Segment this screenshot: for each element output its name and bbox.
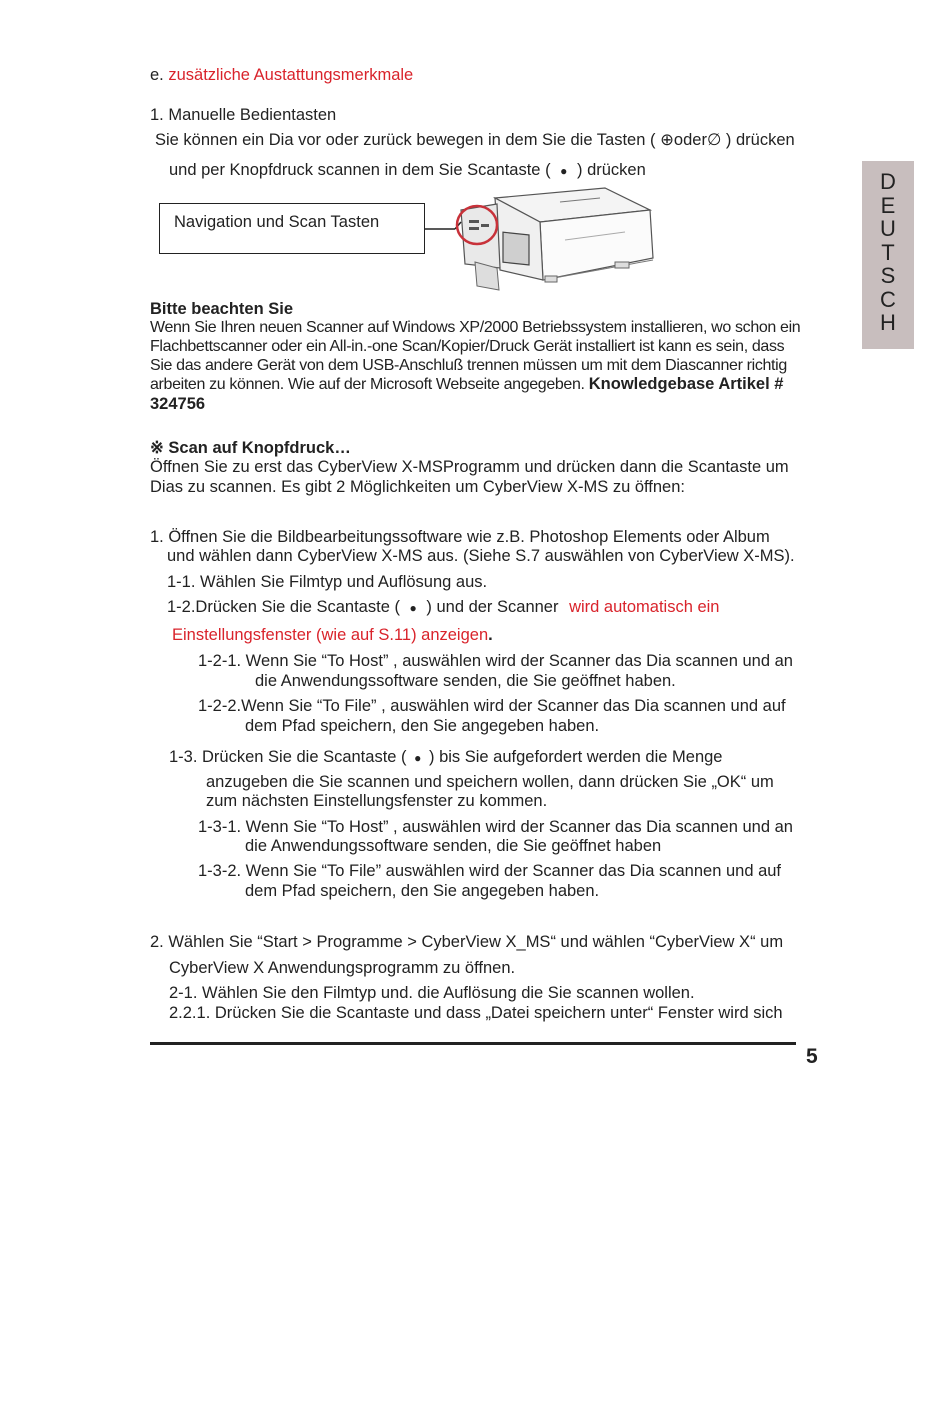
page-number: 5 bbox=[806, 1045, 818, 1068]
section-e-prefix: e. bbox=[150, 66, 164, 84]
step1-3-2-cont: dem Pfad speichern, den Sie angegeben haben. bbox=[245, 882, 600, 900]
scanner-illustration bbox=[425, 180, 670, 298]
step1-3-2: 1-3-2. Wenn Sie “To File” auswählen wird der Scanner das Dia scannen und auf bbox=[198, 862, 782, 880]
section-e-title: zusätzliche Austattungsmerkmale bbox=[168, 66, 414, 84]
step1-2-1: 1-2-1. Wenn Sie “To Host” , auswählen wird der Scanner das Dia scannen und an bbox=[198, 652, 793, 670]
step1-2-cont bbox=[172, 625, 493, 645]
item1-line1-end: ) drücken bbox=[725, 131, 795, 149]
callout-label: Navigation und Scan Tasten bbox=[174, 213, 380, 231]
step1-3 bbox=[169, 747, 723, 768]
step1-3-cont: zum nächsten Einstellungsfenster zu kommen. bbox=[206, 792, 548, 810]
step1-3-end: ) bis Sie aufgefordert werden die Menge bbox=[428, 748, 723, 766]
step1-2-red2: Einstellungsfenster (wie auf S.11) anzeigen bbox=[172, 626, 489, 644]
scan-intro-line: Dias zu scannen. Es gibt 2 Möglichkeiten um CyberView X-MS zu öffnen: bbox=[150, 478, 685, 496]
item1-line1 bbox=[155, 130, 795, 150]
item1-line2 bbox=[169, 160, 646, 181]
nav-keys-symbol: ⊕oder∅ bbox=[660, 131, 722, 149]
scan-section-heading bbox=[150, 438, 351, 458]
tab-letter: T bbox=[881, 239, 895, 265]
note-line: Flachbettscanner oder ein All-in.-one Scan/Kopier/Druck Gerät installiert ist kann es sein, dass bbox=[150, 338, 785, 355]
note-last-line bbox=[150, 375, 783, 394]
step2-line: CyberView X Anwendungsprogramm zu öffnen. bbox=[169, 959, 516, 977]
item1-line2-text: und per Knopfdruck scannen in dem Sie Scantaste ( bbox=[169, 161, 551, 179]
kb-label: Knowledgebase Artikel # bbox=[588, 375, 784, 393]
step1-2-dot: . bbox=[488, 626, 493, 644]
step1-2-2-cont: dem Pfad speichern, den Sie angegeben haben. bbox=[245, 717, 600, 735]
reference-mark-icon: ※ bbox=[150, 439, 164, 457]
note-line: arbeiten zu können. Wie auf der Microsoft Webseite angegeben. bbox=[150, 376, 585, 393]
step1-2-red: wird automatisch ein bbox=[569, 598, 720, 616]
section-e-heading bbox=[150, 65, 413, 85]
item1-title: 1. Manuelle Bedientasten bbox=[150, 106, 337, 124]
tab-letter: C bbox=[880, 286, 896, 312]
step1-line: und wählen dann CyberView X-MS aus. (Siehe S.7 auswählen von CyberView X-MS). bbox=[167, 547, 795, 565]
callout-box bbox=[159, 203, 425, 254]
step1-2-2: 1-2-2.Wenn Sie “To File” , auswählen wird der Scanner das Dia scannen und auf bbox=[198, 697, 786, 715]
item1-line2-end: ) drücken bbox=[577, 161, 646, 179]
tab-letter: D bbox=[880, 169, 896, 194]
kb-number: 324756 bbox=[150, 395, 206, 413]
note-line: Wenn Sie Ihren neuen Scanner auf Windows XP/2000 Betriebssystem installieren, wo schon ein bbox=[150, 319, 801, 336]
step1-3-cont: anzugeben die Sie scannen und speichern wollen, dann drücken Sie „OK“ um bbox=[206, 773, 774, 791]
step1-2-mid: ) und der Scanner bbox=[426, 598, 559, 616]
step2-2-1: 2.2.1. Drücken Sie die Scantaste und dass „Datei speichern unter“ Fenster wird sich bbox=[169, 1004, 783, 1022]
tab-letter: E bbox=[880, 192, 896, 218]
tab-letter: S bbox=[880, 263, 896, 288]
scan-intro-line: Öffnen Sie zu erst das CyberView X-MSProgramm und drücken dann die Scantaste um bbox=[150, 458, 789, 476]
item1-line1-text: Sie können ein Dia vor oder zurück bewegen in dem Sie die Tasten ( bbox=[155, 131, 656, 149]
step1-1: 1-1. Wählen Sie Filmtyp und Auflösung aus. bbox=[167, 573, 488, 591]
step1-3-1-cont: die Anwendungssoftware senden, die Sie geöffnet haben bbox=[245, 837, 662, 855]
scan-key-symbol: ● bbox=[560, 164, 568, 178]
scan-heading-text: Scan auf Knopfdruck… bbox=[168, 439, 351, 457]
step1-2 bbox=[167, 597, 719, 618]
footer-rule bbox=[150, 1042, 796, 1045]
step1-2-text: 1-2.Drücken Sie die Scantaste ( bbox=[167, 598, 400, 616]
note-heading: Bitte beachten Sie bbox=[150, 300, 294, 318]
step1-2-1-cont: die Anwendungssoftware senden, die Sie geöffnet haben. bbox=[255, 672, 676, 690]
step2-1: 2-1. Wählen Sie den Filmtyp und. die Auflösung die Sie scannen wollen. bbox=[169, 984, 695, 1002]
tab-letter: H bbox=[880, 310, 896, 335]
step1-3-1: 1-3-1. Wenn Sie “To Host” , auswählen wird der Scanner das Dia scannen und an bbox=[198, 818, 793, 836]
language-tab bbox=[862, 161, 914, 349]
step2-line: 2. Wählen Sie “Start > Programme > CyberView X_MS“ und wählen “CyberView X“ um bbox=[150, 933, 784, 951]
note-line: Sie das andere Gerät von dem USB-Anschluß trennen müssen um mit dem Diascanner richtig bbox=[150, 357, 787, 374]
step1-line: 1. Öffnen Sie die Bildbearbeitungssoftware wie z.B. Photoshop Elements oder Album bbox=[150, 528, 770, 546]
tab-letter: U bbox=[880, 216, 896, 241]
step1-3-text: 1-3. Drücken Sie die Scantaste ( bbox=[169, 748, 407, 766]
scan-key-symbol: ● bbox=[414, 751, 422, 765]
scan-key-symbol: ● bbox=[409, 601, 417, 615]
